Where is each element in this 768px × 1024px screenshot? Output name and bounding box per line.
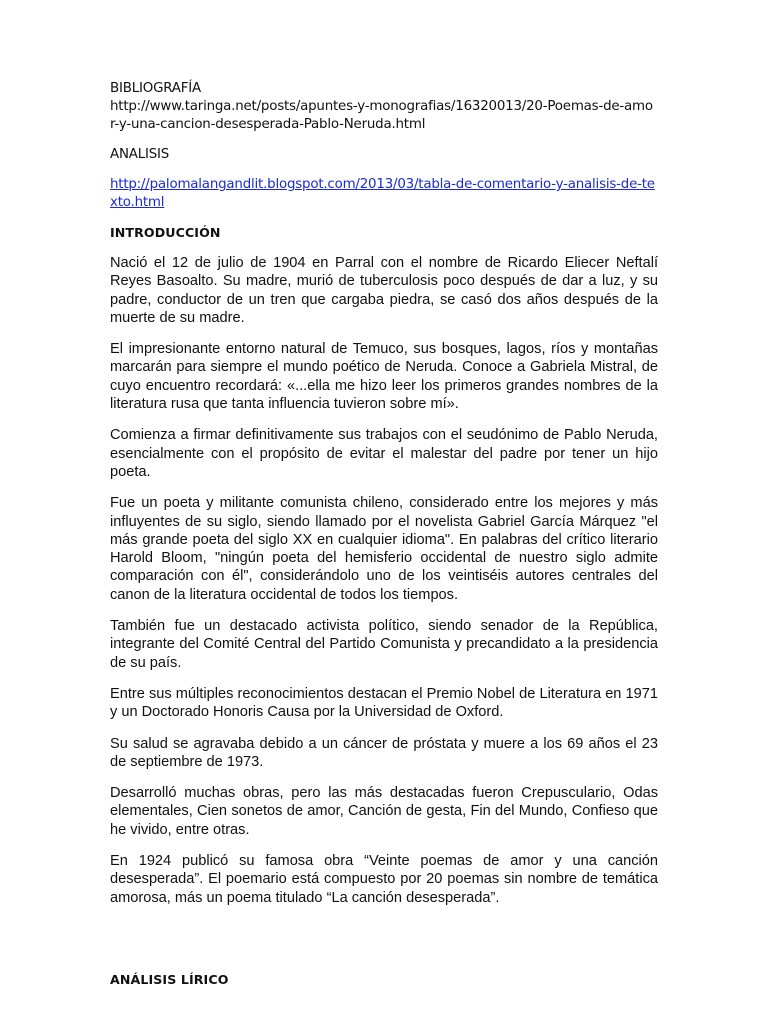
intro-paragraph-7: Su salud se agravaba debido a un cáncer de próstata y muere a los 69 años el 23 de septiembre de 1973. [110, 735, 658, 770]
analysis-link-block [110, 176, 658, 212]
intro-paragraph-2: El impresionante entorno natural de Temuco, sus bosques, lagos, ríos y montañas marcarán para siempre el mundo poético de Neruda. Conoce a Gabriela Mistral, de cuyo encuentro recordará: «...ella me hizo leer los primeros grandes nombres de la literatura rusa que tanta influencia tuvieron sobre mí». [110, 341, 658, 413]
analysis-heading: ANALISIS [110, 147, 170, 162]
intro-paragraph-6: Entre sus múltiples reconocimientos destacan el Premio Nobel de Literatura en 1971 y un Doctorado Honoris Causa por la Universidad de Oxford. [110, 685, 658, 721]
intro-paragraph-5: También fue un destacado activista político, siendo senador de la República, integrante del Comité Central del Partido Comunista y precandidato a la presidencia de su país. [110, 618, 658, 671]
intro-paragraph-1: Nació el 12 de julio de 1904 en Parral con el nombre de Ricardo Eliecer Neftalí Reyes Basoalto. Su madre, murió de tuberculosis poco después de dar a luz, y su padre, conductor de un tren que cargaba piedra, se casó dos años después de la muerte de su madre. [110, 255, 658, 326]
bibliography-heading: BIBLIOGRAFÍA [110, 81, 201, 96]
bibliography-url: http://www.taringa.net/posts/apuntes-y-monografias/16320013/20-Poemas-de-amor-y-una-cancion-desesperada-Pablo-Neruda.html [110, 99, 653, 132]
lyric-analysis-heading: ANÁLISIS LÍRICO [110, 971, 229, 987]
intro-paragraph-8: Desarrolló muchas obras, pero las más destacadas fueron Crepusculario, Odas elementales, Cien sonetos de amor, Canción de gesta, Fin del Mundo, Confieso que he vivido, entre otras. [110, 785, 658, 838]
document-page [110, 80, 658, 989]
intro-paragraph-9: En 1924 publicó su famosa obra “Veinte poemas de amor y una canción desesperada”. El poemario está compuesto por 20 poemas sin nombre de temática amorosa, más un poema titulado “La canción desesperada”. [110, 853, 658, 906]
intro-paragraph-3: Comienza a firmar definitivamente sus trabajos con el seudónimo de Pablo Neruda, esencialmente con el propósito de evitar el malestar del padre por tener un hijo poeta. [110, 427, 658, 480]
analysis-link[interactable]: http://palomalangandlit.blogspot.com/2013/03/tabla-de-comentario-y-analisis-de-texto.html [110, 177, 655, 210]
intro-paragraph-4: Fue un poeta y militante comunista chileno, considerado entre los mejores y más influyentes de su siglo, siendo llamado por el novelista Gabriel García Márquez "el más grande poeta del siglo XX en cualquier idioma". En palabras del crítico literario Harold Bloom, "ningún poeta del hemisferio occidental de nuestro siglo admite comparación con él", considerándolo uno de los veintiséis autores centrales del canon de la literatura occidental de todos los tiempos. [110, 495, 658, 603]
intro-heading: INTRODUCCIÓN [110, 225, 221, 240]
